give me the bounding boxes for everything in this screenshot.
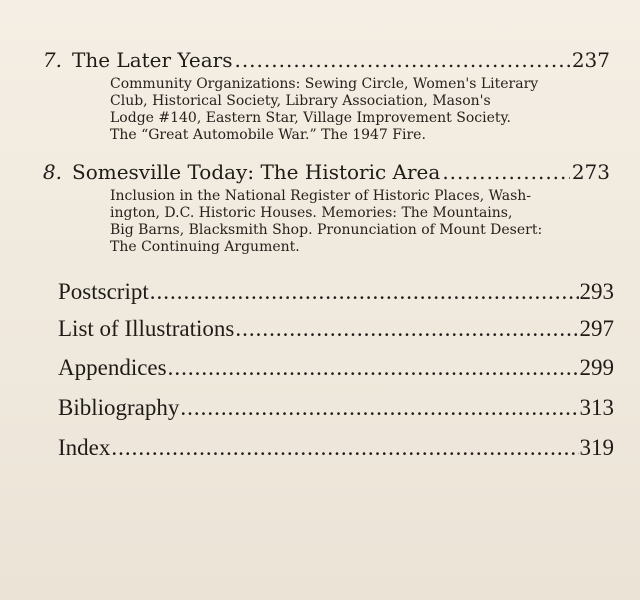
dot-leader — [180, 394, 578, 422]
chapter-8-heading — [42, 160, 610, 184]
chapter-7-description — [110, 76, 570, 144]
dot-leader — [234, 48, 569, 72]
chapter-8 — [42, 160, 610, 256]
dot-leader — [235, 315, 578, 343]
entry-page: 299 — [579, 355, 614, 380]
chapter-8-number: 8. — [42, 160, 62, 184]
chapter-7 — [42, 48, 610, 144]
chapter-8-title: Somesville Today: The Historic Area — [72, 160, 441, 184]
entry-title: Index — [58, 435, 111, 460]
entry-title: List of Illustrations — [58, 316, 235, 341]
dot-leader — [442, 160, 570, 184]
toc-entry-index — [58, 434, 614, 462]
dot-leader — [168, 354, 579, 382]
chapter-7-title: The Later Years — [72, 48, 233, 72]
description-line: The “Great Automobile War.” The 1947 Fire. — [110, 127, 426, 143]
description-line: ington, D.C. Historic Houses. Memories: The Mountains, — [110, 205, 513, 221]
chapter-7-page: 237 — [571, 48, 610, 72]
description-line: The Continuing Argument. — [110, 239, 300, 255]
entry-page: 297 — [579, 316, 614, 341]
entry-page: 319 — [579, 435, 614, 460]
entry-page: 293 — [579, 279, 614, 304]
toc-entry-appendices — [58, 354, 614, 382]
description-line: Club, Historical Society, Library Association, Mason's — [110, 93, 491, 109]
description-line: Big Barns, Blacksmith Shop. Pronunciation of Mount Desert: — [110, 222, 543, 238]
entry-page: 313 — [579, 395, 614, 420]
description-line: Lodge #140, Eastern Star, Village Improvement Society. — [110, 110, 512, 126]
chapter-7-number: 7. — [42, 48, 62, 72]
entry-title: Appendices — [58, 355, 167, 380]
description-line: Community Organizations: Sewing Circle, Women's Literary — [110, 76, 539, 92]
entry-title: Bibliography — [58, 395, 180, 420]
toc-entry-bibliography — [58, 394, 614, 422]
toc-entry-postscript — [58, 278, 614, 306]
entry-title: Postscript — [58, 279, 149, 304]
dot-leader — [111, 434, 578, 462]
chapter-8-description — [110, 188, 570, 256]
chapter-7-heading — [42, 48, 610, 72]
toc-entry-list-of-illustrations — [58, 315, 614, 343]
dot-leader — [150, 278, 579, 306]
description-line: Inclusion in the National Register of Historic Places, Wash- — [110, 188, 532, 204]
chapter-8-page: 273 — [571, 160, 610, 184]
